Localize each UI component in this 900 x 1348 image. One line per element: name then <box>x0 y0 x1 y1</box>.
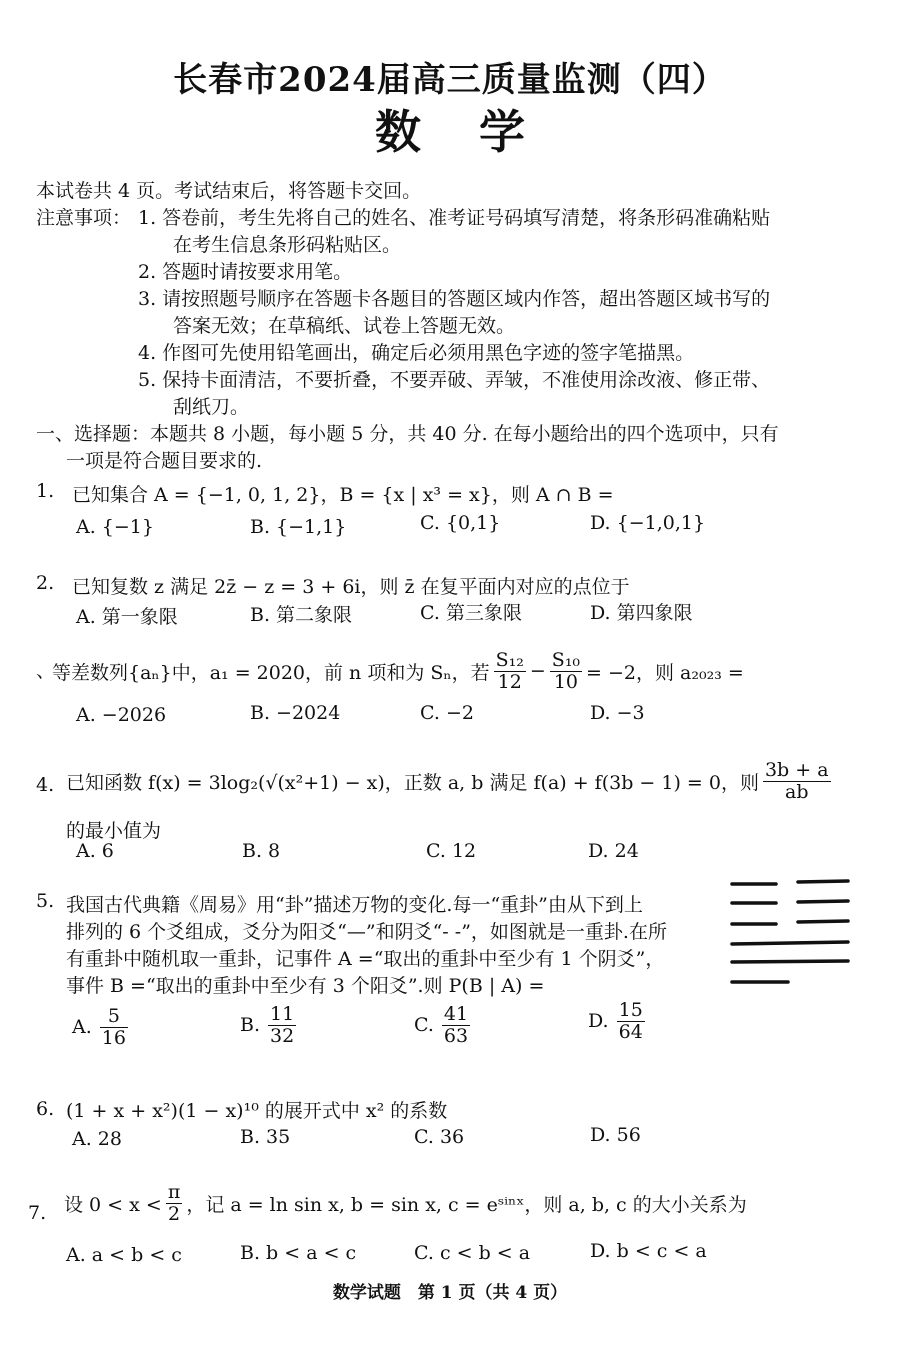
q6-option-d: D. 56 <box>590 1124 641 1146</box>
q6-option-c: C. 36 <box>414 1126 465 1148</box>
note-4: 4. 作图可先使用铅笔画出，确定后必须用黑色字迹的签字笔描黑。 <box>138 342 695 364</box>
note-5-cont: 刮纸刀。 <box>173 396 250 418</box>
q2-stem: 已知复数 z 满足 2z̄ − z = 3 + 6i，则 z̄ 在复平面内对应的点位于 <box>72 576 630 598</box>
q4-option-b: B. 8 <box>242 840 281 862</box>
q5-option-a-fraction <box>100 1006 128 1049</box>
q5-option-d-label: D. <box>588 1010 609 1033</box>
q4-fraction-den: ab <box>785 780 809 803</box>
q4-stem-cont: 的最小值为 <box>66 820 162 842</box>
q3-number: 、 <box>36 660 56 682</box>
q3-fraction-1-den: 12 <box>497 670 522 693</box>
q7-stem <box>64 1182 747 1225</box>
q4-stem-pre: 已知函数 f(x) = 3log₂(√(x²+1) − x)，正数 a, b 满足 f(a) + f(3b − 1) = 0，则 <box>66 771 759 794</box>
q4-fraction-num: 3b + a <box>764 759 829 781</box>
q3-option-d: D. −3 <box>590 702 645 724</box>
q5-option-d-fraction <box>617 1000 645 1043</box>
q7-option-b: B. b < a < c <box>240 1242 357 1264</box>
hexagram-line-3-right <box>798 921 848 922</box>
section-heading-cont: 一项是符合题目要求的. <box>66 450 263 472</box>
intro-line: 本试卷共 4 页。考试结束后，将答题卡交回。 <box>36 180 422 202</box>
q3-fraction-2-num: S₁₀ <box>551 649 581 671</box>
q1-number: 1. <box>36 480 55 502</box>
page-footer: 数学试题 第 1 页（共 4 页） <box>332 1283 568 1303</box>
q7-option-a: A. a < b < c <box>66 1244 182 1266</box>
q4-option-d: D. 24 <box>588 840 639 862</box>
q3-fraction-1-num: S₁₂ <box>495 649 524 671</box>
q5-number: 5. <box>36 890 55 912</box>
q3-stem-post: = −2，则 a₂₀₂₃ = <box>586 661 744 684</box>
q5-option-a-den: 16 <box>101 1026 126 1049</box>
note-3: 3. 请按照题号顺序在答题卡各题目的答题区域内作答，超出答题区域书写的 <box>138 288 771 310</box>
note-3-cont: 答案无效；在草稿纸、试卷上答题无效。 <box>173 315 516 337</box>
q5-option-a <box>72 1006 128 1049</box>
q3-fraction-1 <box>494 650 526 693</box>
q1-stem: 已知集合 A = {−1, 0, 1, 2}，B = {x | x³ = x}，则 A ∩ B = <box>72 484 614 506</box>
q6-number: 6. <box>36 1098 55 1120</box>
q7-option-c: C. c < b < a <box>414 1242 531 1264</box>
q7-fraction-den: 2 <box>168 1202 181 1225</box>
q6-option-b: B. 35 <box>240 1126 291 1148</box>
q2-option-a: A. 第一象限 <box>76 606 178 628</box>
q5-option-b-num: 11 <box>270 1003 295 1025</box>
q7-fraction <box>166 1182 183 1225</box>
q3-option-c: C. −2 <box>420 702 474 724</box>
q3-stem-mid: − <box>529 660 546 683</box>
note-5: 5. 保持卡面清洁，不要折叠，不要弄破、弄皱，不准使用涂改液、修正带、 <box>138 369 771 391</box>
q1-option-c: C. {0,1} <box>420 512 501 534</box>
q6-stem: (1 + x + x²)(1 − x)¹⁰ 的展开式中 x² 的系数 <box>66 1100 448 1122</box>
q5-option-b-den: 32 <box>270 1024 295 1047</box>
q5-option-d-den: 64 <box>618 1020 643 1043</box>
q2-option-b: B. 第二象限 <box>250 604 353 626</box>
q5-stem-line-4: 事件 B =“取出的重卦中至少有 3 个阳爻”.则 P(B | A) = <box>66 975 545 997</box>
q2-number: 2. <box>36 572 55 594</box>
q5-option-c <box>414 1004 470 1047</box>
hexagram-line-4 <box>732 942 848 944</box>
subject-title: 数学 <box>375 105 583 159</box>
note-1: 1. 答卷前，考生先将自己的姓名、准考证号码填写清楚，将条形码准确粘贴 <box>138 207 771 229</box>
q5-stem-line-2: 排列的 6 个爻组成，爻分为阳爻“—”和阴爻“- -”，如图就是一重卦.在所 <box>66 921 667 943</box>
q1-option-d: D. {−1,0,1} <box>590 512 706 534</box>
q3-fraction-2-den: 10 <box>553 670 579 693</box>
q7-option-d: D. b < c < a <box>590 1240 707 1262</box>
q5-option-c-num: 41 <box>443 1003 469 1025</box>
q3-fraction-2 <box>550 650 582 693</box>
q5-stem-line-3: 有重卦中随机取一重卦，记事件 A =“取出的重卦中至少有 1 个阴爻”， <box>66 948 665 970</box>
q7-fraction-num: π <box>167 1181 181 1203</box>
q7-stem-pre: 设 0 < x < <box>64 1193 162 1216</box>
notes-label: 注意事项： <box>36 207 132 229</box>
note-2: 2. 答题时请按要求用笔。 <box>138 261 353 283</box>
q3-stem-pre: 等差数列{aₙ}中，a₁ = 2020，前 n 项和为 Sₙ，若 <box>52 661 490 684</box>
q5-option-b <box>240 1004 296 1047</box>
q4-stem <box>66 760 831 803</box>
hexagram-line-5 <box>732 961 848 962</box>
hexagram-figure <box>728 876 852 986</box>
q3-option-a: A. −2026 <box>76 704 167 726</box>
q1-option-a: A. {−1} <box>76 516 154 538</box>
q5-option-a-label: A. <box>72 1016 92 1039</box>
q4-fraction <box>763 760 831 803</box>
q5-option-d-num: 15 <box>618 999 643 1021</box>
q5-option-b-label: B. <box>240 1014 261 1037</box>
q3-stem <box>52 650 744 693</box>
q4-option-a: A. 6 <box>76 840 114 862</box>
q7-number: 7. <box>28 1202 47 1224</box>
section-heading: 一、选择题：本题共 8 小题，每小题 5 分，共 40 分. 在每小题给出的四个选项中，只有 <box>36 423 779 445</box>
q5-option-c-label: C. <box>414 1014 434 1037</box>
q5-option-b-fraction <box>268 1004 296 1047</box>
hexagram-line-2-right <box>798 901 848 902</box>
q5-option-d <box>588 1000 645 1043</box>
q7-stem-post: ，记 a = ln sin x, b = sin x, c = eˢⁱⁿˣ，则 a, b, c 的大小关系为 <box>186 1193 747 1216</box>
note-1-cont: 在考生信息条形码粘贴区。 <box>173 234 402 256</box>
q3-option-b: B. −2024 <box>250 702 341 724</box>
q5-stem-line-1: 我国古代典籍《周易》用“卦”描述万物的变化.每一“重卦”由从下到上 <box>66 894 643 916</box>
q2-option-d: D. 第四象限 <box>590 602 693 624</box>
page-title: 长春市2024届高三质量监测（四） <box>173 60 727 100</box>
q5-option-a-num: 5 <box>100 1006 128 1028</box>
q1-option-b: B. {−1,1} <box>250 516 347 538</box>
q5-option-c-fraction <box>442 1004 470 1047</box>
q4-number: 4. <box>36 774 55 796</box>
q6-option-a: A. 28 <box>72 1128 122 1150</box>
q2-option-c: C. 第三象限 <box>420 602 522 624</box>
hexagram-line-1-right <box>798 881 848 882</box>
q5-option-c-den: 63 <box>443 1024 469 1047</box>
q4-option-c: C. 12 <box>426 840 477 862</box>
